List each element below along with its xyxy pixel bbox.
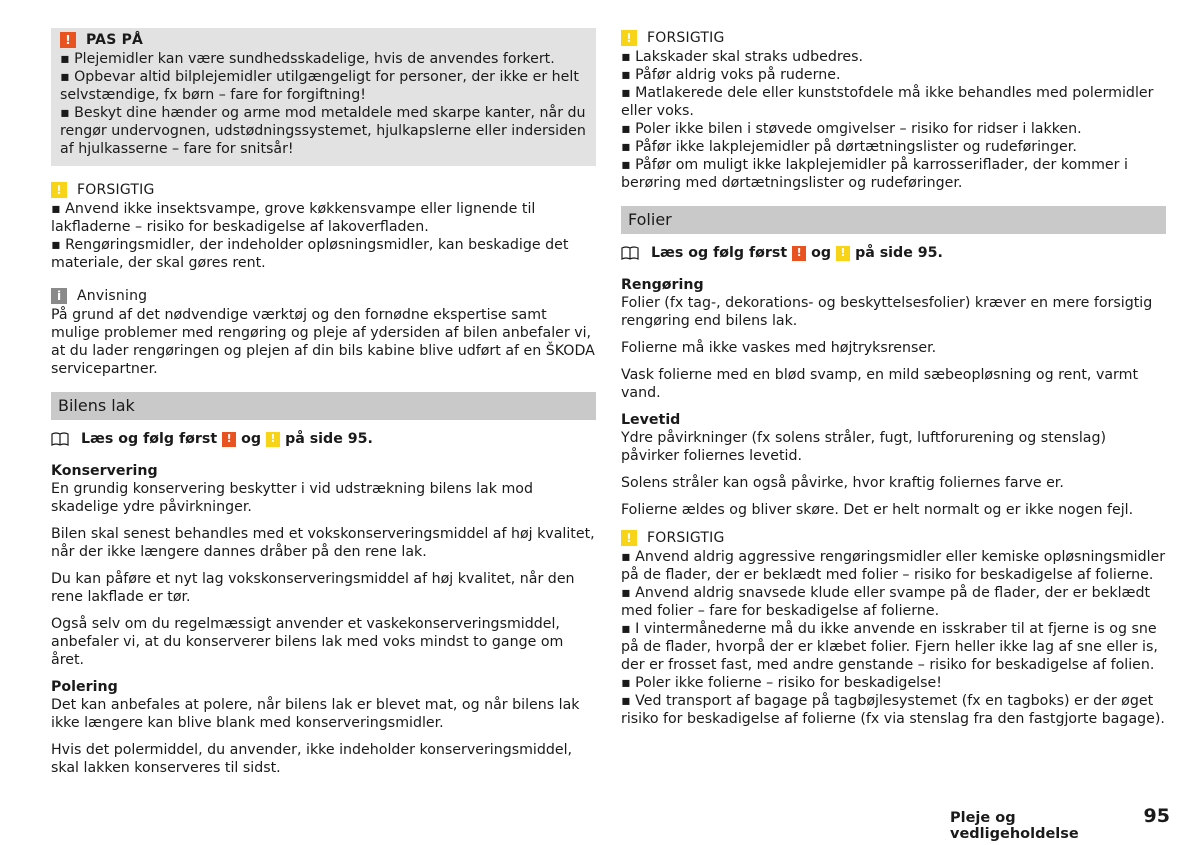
caution-notice — [621, 528, 1166, 728]
caution-notice-body — [621, 48, 1166, 192]
info-notice-title: Anvisning — [77, 287, 148, 304]
caution-item: ▪ Ved transport af bagage på tagbøjlesystemet (fx en tagboks) er der øget risiko for beskadigelse af folierne (fx via stenslag fra den fastgjorte bagage). — [621, 693, 1165, 727]
caution-notice-title: FORSIGTIG — [77, 181, 155, 198]
caution-notice-title: FORSIGTIG — [647, 29, 725, 46]
danger-item: ▪ Opbevar altid bilplejemidler utilgængeligt for personer, der ikke er helt selvstændige, fx børn – fare for forgiftning! — [60, 69, 579, 103]
caution-notice-body — [51, 200, 596, 272]
info-notice-body — [51, 306, 596, 378]
paragraph: Folierne ældes og bliver skøre. Det er helt normalt og er ikke nogen fejl. — [621, 502, 1134, 518]
paragraph: Hvis det polermiddel, du anvender, ikke indeholder konserveringsmiddel, skal lakken konserveres til sidst. — [51, 742, 573, 776]
info-icon: i — [51, 288, 67, 304]
caution-notice — [51, 180, 596, 272]
caution-notice — [621, 28, 1166, 192]
danger-notice-body — [51, 50, 588, 158]
caution-notice-header — [51, 180, 596, 199]
subheading-konservering: Konservering — [51, 463, 158, 479]
caution-icon: ! — [621, 30, 637, 46]
section-heading: Folier — [621, 206, 1166, 234]
read-first-pre: Læs og følg først — [81, 431, 218, 447]
page-footer — [950, 805, 1170, 842]
paragraph: Folier (fx tag-, dekorations- og beskyttelsesfolier) kræver en mere forsigtig rengøring end bilens lak. — [621, 295, 1153, 329]
danger-notice — [51, 28, 596, 166]
caution-item: ▪ Anvend ikke insektsvampe, grove køkkensvampe eller lignende til lakfladerne – risiko for beskadigelse af lakoverfladen. — [51, 201, 536, 235]
info-text: På grund af det nødvendige værktøj og den fornødne ekspertise samt mulige problemer med rengøring og pleje af ydersiden af bilen anbefaler vi, at du lader rengøringen og plejen af din bils kabine blive udført af en ŠKODA servicepartner. — [51, 307, 595, 377]
paragraph: Ydre påvirkninger (fx solens stråler, fugt, luftforurening og stenslag) påvirker foliernes levetid. — [621, 430, 1107, 464]
paragraph: Også selv om du regelmæssigt anvender et vaskekonserveringsmiddel, anbefaler vi, at du konserverer bilens lak med voks mindst to gange om året. — [51, 616, 564, 668]
read-first-mid: og — [811, 245, 832, 261]
danger-notice-header — [51, 30, 588, 49]
read-first-pre: Læs og følg først — [651, 245, 788, 261]
caution-icon: ! — [51, 182, 67, 198]
caution-item: ▪ Anvend aldrig snavsede klude eller svampe på de flader, der er beklædt med folier – fare for beskadigelse af folierne. — [621, 585, 1151, 619]
danger-notice-title: PAS PÅ — [86, 31, 144, 48]
page-number: 95 — [1143, 805, 1170, 827]
caution-item: ▪ Matlakerede dele eller kunststofdele må ikke behandles med polermidler eller voks. — [621, 85, 1154, 119]
danger-icon: ! — [792, 246, 806, 261]
caution-icon: ! — [621, 530, 637, 546]
caution-item: ▪ Poler ikke bilen i støvede omgivelser – risiko for ridser i lakken. — [621, 121, 1082, 137]
paragraph: Vask folierne med en blød svamp, en mild sæbeopløsning og rent, varmt vand. — [621, 367, 1139, 401]
read-first-post: på side 95. — [285, 431, 373, 447]
read-first-note — [621, 244, 1166, 262]
paragraph: Folierne må ikke vaskes med højtryksrenser. — [621, 340, 937, 356]
caution-item: ▪ Lakskader skal straks udbedres. — [621, 49, 864, 65]
paragraph: En grundig konservering beskytter i vid udstrækning bilens lak mod skadelige ydre påvirkninger. — [51, 481, 533, 515]
caution-item: ▪ Rengøringsmidler, der indeholder opløsningsmidler, kan beskadige det materiale, der skal gøres rent. — [51, 237, 569, 271]
caution-item: ▪ Poler ikke folierne – risiko for beskadigelse! — [621, 675, 942, 691]
danger-icon: ! — [222, 432, 236, 447]
right-column — [621, 28, 1166, 742]
book-icon — [51, 432, 69, 446]
danger-item: ▪ Beskyt dine hænder og arme mod metaldele med skarpe kanter, når du rengør undervognen, udstødningssystemet, hjulkapslerne eller indersiden af hjulkasserne – fare for snitsår! — [60, 105, 586, 157]
chapter-title: Pleje og vedligeholdelse — [950, 810, 1079, 842]
paragraph: Bilen skal senest behandles med et vokskonserveringsmiddel af høj kvalitet, når der ikke længere dannes dråber på den rene lak. — [51, 526, 595, 560]
caution-icon: ! — [836, 246, 850, 261]
caution-notice-header — [621, 528, 1166, 547]
read-first-note — [51, 430, 596, 448]
paragraph: Det kan anbefales at polere, når bilens lak er blevet mat, og når bilens lak ikke længere kan blive blank med konserveringsmidler. — [51, 697, 580, 731]
read-first-post: på side 95. — [855, 245, 943, 261]
paragraph: Du kan påføre et nyt lag vokskonserveringsmiddel af høj kvalitet, når den rene lakflade er tør. — [51, 571, 575, 605]
caution-item: ▪ I vintermånederne må du ikke anvende en isskraber til at fjerne is og sne på de flader, hvorpå der er klæbet folier. Fjern heller ikke lag af sne eller is, der er frosset fast, med andre genstande – risiko for beskadigelse af folien. — [621, 621, 1158, 673]
danger-item: ▪ Plejemidler kan være sundhedsskadelige, hvis de anvendes forkert. — [60, 51, 555, 67]
caution-notice-body — [621, 548, 1166, 728]
danger-icon: ! — [60, 32, 76, 48]
info-notice-header — [51, 286, 596, 305]
caution-notice-title: FORSIGTIG — [647, 529, 725, 546]
caution-icon: ! — [266, 432, 280, 447]
caution-item: ▪ Påfør aldrig voks på ruderne. — [621, 67, 841, 83]
left-column — [51, 28, 596, 786]
subheading-rengoering: Rengøring — [621, 277, 704, 293]
section-heading: Bilens lak — [51, 392, 596, 420]
subheading-polering: Polering — [51, 679, 118, 695]
book-icon — [621, 246, 639, 260]
read-first-mid: og — [241, 431, 262, 447]
info-notice — [51, 286, 596, 378]
paragraph: Solens stråler kan også påvirke, hvor kraftig foliernes farve er. — [621, 475, 1064, 491]
subheading-levetid: Levetid — [621, 412, 681, 428]
caution-item: ▪ Anvend aldrig aggressive rengøringsmidler eller kemiske opløsningsmidler på de flader, der er beklædt med folier – risiko for beskadigelse af folierne. — [621, 549, 1166, 583]
caution-item: ▪ Påfør om muligt ikke lakplejemidler på karrosseriflader, der kommer i berøring med dørtætningslister og rudeføringer. — [621, 157, 1128, 191]
caution-item: ▪ Påfør ikke lakplejemidler på dørtætningslister og rudeføringer. — [621, 139, 1077, 155]
caution-notice-header — [621, 28, 1166, 47]
